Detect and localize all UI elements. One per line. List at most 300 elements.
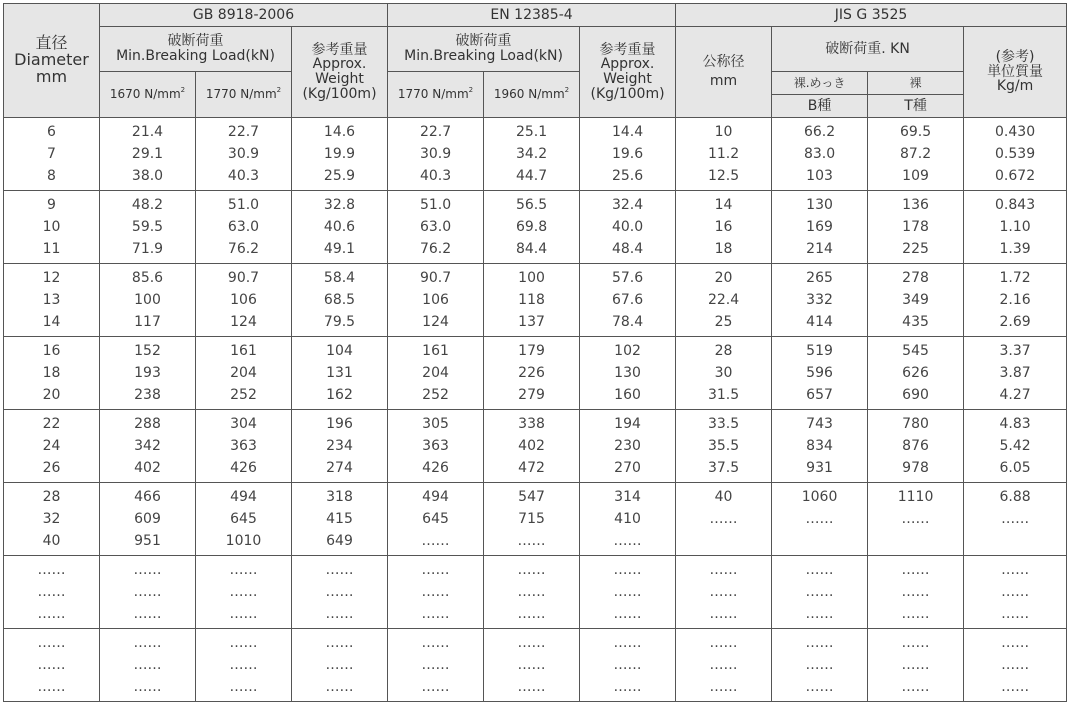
table-cell: 876 — [868, 435, 964, 457]
table-cell: 30.9 — [196, 143, 292, 165]
table-cell: 25 — [676, 311, 772, 337]
table-cell: 252 — [388, 384, 484, 410]
table-cell: 162 — [292, 384, 388, 410]
table-cell: 100 — [100, 289, 196, 311]
table-cell: 472 — [484, 457, 580, 483]
table-cell: 332 — [772, 289, 868, 311]
table-cell: 51.0 — [388, 191, 484, 217]
table-cell: 338 — [484, 410, 580, 436]
table-cell: 426 — [388, 457, 484, 483]
table-cell: 234 — [292, 435, 388, 457]
table-cell: 10 — [676, 118, 772, 144]
table-cell: 78.4 — [580, 311, 676, 337]
table-cell: 124 — [196, 311, 292, 337]
table-cell: …… — [388, 603, 484, 629]
table-cell: 951 — [100, 530, 196, 556]
table-cell: …… — [772, 581, 868, 603]
jis-breaking-header: 破断荷重. KN — [772, 27, 964, 72]
table-cell: 545 — [868, 337, 964, 363]
table-cell: 76.2 — [196, 238, 292, 264]
table-cell: 342 — [100, 435, 196, 457]
table-cell: …… — [4, 676, 100, 702]
table-cell: …… — [196, 654, 292, 676]
table-cell: 252 — [196, 384, 292, 410]
table-cell: 16 — [676, 216, 772, 238]
table-cell: 22.4 — [676, 289, 772, 311]
table-cell: …… — [4, 603, 100, 629]
table-cell: 1.39 — [964, 238, 1067, 264]
table-cell: 19.6 — [580, 143, 676, 165]
table-cell: …… — [964, 581, 1067, 603]
table-cell: …… — [964, 629, 1067, 655]
table-cell: 649 — [292, 530, 388, 556]
table-cell: 48.4 — [580, 238, 676, 264]
table-cell: 204 — [388, 362, 484, 384]
table-cell: 68.5 — [292, 289, 388, 311]
gb-breaking-load-header: 破断荷重 Min.Breaking Load(kN) — [100, 27, 292, 72]
table-cell: …… — [868, 654, 964, 676]
table-row — [4, 603, 1067, 629]
table-cell: …… — [772, 629, 868, 655]
table-cell: 66.2 — [772, 118, 868, 144]
diameter-header: 直径 Diameter mm — [4, 4, 100, 118]
table-cell: …… — [292, 603, 388, 629]
table-cell: 4.83 — [964, 410, 1067, 436]
table-cell: 426 — [196, 457, 292, 483]
table-cell: 3.37 — [964, 337, 1067, 363]
table-row — [4, 410, 1067, 436]
table-cell: 402 — [100, 457, 196, 483]
table-cell — [964, 530, 1067, 556]
table-cell: 40 — [676, 483, 772, 509]
table-cell: …… — [580, 556, 676, 582]
table-cell: …… — [964, 676, 1067, 702]
table-cell: 76.2 — [388, 238, 484, 264]
table-cell: 12.5 — [676, 165, 772, 191]
table-cell: …… — [772, 508, 868, 530]
table-cell: …… — [676, 581, 772, 603]
table-cell: 161 — [388, 337, 484, 363]
table-cell: 169 — [772, 216, 868, 238]
gb-weight-header: 参考重量 Approx. Weight (Kg/100m) — [292, 27, 388, 118]
table-row — [4, 165, 1067, 191]
table-cell: 87.2 — [868, 143, 964, 165]
table-cell: …… — [196, 603, 292, 629]
table-cell: 596 — [772, 362, 868, 384]
table-cell: 22 — [4, 410, 100, 436]
table-cell: …… — [772, 556, 868, 582]
table-row — [4, 530, 1067, 556]
table-cell: 0.843 — [964, 191, 1067, 217]
jis-standard-header: JIS G 3525 — [676, 4, 1067, 27]
en-standard-header: EN 12385-4 — [388, 4, 676, 27]
table-cell: 179 — [484, 337, 580, 363]
table-cell: 780 — [868, 410, 964, 436]
table-cell: 32 — [4, 508, 100, 530]
table-cell: 0.539 — [964, 143, 1067, 165]
table-cell — [772, 530, 868, 556]
table-cell: 274 — [292, 457, 388, 483]
table-cell: 79.5 — [292, 311, 388, 337]
table-cell: 106 — [388, 289, 484, 311]
table-cell: 16 — [4, 337, 100, 363]
table-cell: 363 — [388, 435, 484, 457]
table-cell: 9 — [4, 191, 100, 217]
table-cell: …… — [100, 556, 196, 582]
table-row — [4, 629, 1067, 655]
table-cell: 547 — [484, 483, 580, 509]
table-cell: …… — [484, 629, 580, 655]
table-cell: 978 — [868, 457, 964, 483]
table-cell: 44.7 — [484, 165, 580, 191]
table-cell: …… — [4, 556, 100, 582]
table-cell: 28 — [676, 337, 772, 363]
table-cell: …… — [484, 556, 580, 582]
table-cell: 11.2 — [676, 143, 772, 165]
table-cell: …… — [964, 654, 1067, 676]
table-cell: 33.5 — [676, 410, 772, 436]
table-cell: 38.0 — [100, 165, 196, 191]
table-row — [4, 457, 1067, 483]
table-cell: 20 — [676, 264, 772, 290]
table-cell: 435 — [868, 311, 964, 337]
table-row — [4, 289, 1067, 311]
table-cell: 37.5 — [676, 457, 772, 483]
table-cell: 102 — [580, 337, 676, 363]
table-cell: 25.1 — [484, 118, 580, 144]
table-cell: 84.4 — [484, 238, 580, 264]
table-cell: 0.430 — [964, 118, 1067, 144]
table-cell: 410 — [580, 508, 676, 530]
table-cell: 67.6 — [580, 289, 676, 311]
table-cell: …… — [4, 629, 100, 655]
table-cell: …… — [388, 629, 484, 655]
table-cell: 26 — [4, 457, 100, 483]
table-cell: 152 — [100, 337, 196, 363]
table-cell: …… — [676, 556, 772, 582]
table-cell: 83.0 — [772, 143, 868, 165]
table-cell: 28 — [4, 483, 100, 509]
en-weight-header: 参考重量 Approx. Weight (Kg/100m) — [580, 27, 676, 118]
table-cell: …… — [292, 676, 388, 702]
table-cell: …… — [868, 556, 964, 582]
table-cell: …… — [484, 530, 580, 556]
table-cell: 59.5 — [100, 216, 196, 238]
table-cell: …… — [388, 530, 484, 556]
table-cell: 20 — [4, 384, 100, 410]
table-cell: 314 — [580, 483, 676, 509]
table-cell: …… — [580, 629, 676, 655]
table-cell: 178 — [868, 216, 964, 238]
table-cell: 6.05 — [964, 457, 1067, 483]
table-row — [4, 483, 1067, 509]
table-cell: 136 — [868, 191, 964, 217]
table-cell: 2.16 — [964, 289, 1067, 311]
table-cell: …… — [196, 676, 292, 702]
table-cell: …… — [868, 676, 964, 702]
table-cell: 690 — [868, 384, 964, 410]
wire-rope-spec-table — [3, 3, 1067, 702]
table-cell: …… — [4, 654, 100, 676]
table-cell: 34.2 — [484, 143, 580, 165]
table-cell: 40.0 — [580, 216, 676, 238]
table-cell: …… — [580, 530, 676, 556]
table-cell: 10 — [4, 216, 100, 238]
table-cell: 90.7 — [196, 264, 292, 290]
table-cell: …… — [964, 603, 1067, 629]
table-cell: 1110 — [868, 483, 964, 509]
table-cell: 6.88 — [964, 483, 1067, 509]
table-cell — [676, 530, 772, 556]
table-cell: 104 — [292, 337, 388, 363]
table-row — [4, 435, 1067, 457]
table-cell: …… — [100, 676, 196, 702]
table-cell: 288 — [100, 410, 196, 436]
table-cell: 494 — [196, 483, 292, 509]
table-cell: 626 — [868, 362, 964, 384]
table-cell: 40 — [4, 530, 100, 556]
table-cell: 715 — [484, 508, 580, 530]
table-cell: 1060 — [772, 483, 868, 509]
table-cell: 30 — [676, 362, 772, 384]
table-cell: …… — [100, 603, 196, 629]
table-cell: 100 — [484, 264, 580, 290]
table-cell: 931 — [772, 457, 868, 483]
table-cell: 35.5 — [676, 435, 772, 457]
table-cell: 29.1 — [100, 143, 196, 165]
table-cell: …… — [580, 603, 676, 629]
table-cell: 13 — [4, 289, 100, 311]
table-cell: 415 — [292, 508, 388, 530]
table-cell — [868, 530, 964, 556]
table-cell: 363 — [196, 435, 292, 457]
table-cell: 214 — [772, 238, 868, 264]
table-cell: 1.10 — [964, 216, 1067, 238]
table-cell: …… — [484, 581, 580, 603]
table-cell: 0.672 — [964, 165, 1067, 191]
table-cell: 69.5 — [868, 118, 964, 144]
table-row — [4, 216, 1067, 238]
table-cell: 305 — [388, 410, 484, 436]
table-cell: …… — [964, 508, 1067, 530]
table-cell: 834 — [772, 435, 868, 457]
gb-standard-header: GB 8918-2006 — [100, 4, 388, 27]
table-cell: 137 — [484, 311, 580, 337]
table-cell: 3.87 — [964, 362, 1067, 384]
table-cell: …… — [676, 676, 772, 702]
table-cell: 31.5 — [676, 384, 772, 410]
table-cell: 21.4 — [100, 118, 196, 144]
table-cell: 8 — [4, 165, 100, 191]
table-cell: …… — [868, 508, 964, 530]
table-cell: 196 — [292, 410, 388, 436]
table-cell: 69.8 — [484, 216, 580, 238]
table-cell: 645 — [196, 508, 292, 530]
table-cell: 71.9 — [100, 238, 196, 264]
table-cell: 193 — [100, 362, 196, 384]
table-cell: 204 — [196, 362, 292, 384]
table-cell: 414 — [772, 311, 868, 337]
table-cell: 24 — [4, 435, 100, 457]
table-cell: 130 — [772, 191, 868, 217]
table-cell: 106 — [196, 289, 292, 311]
table-cell: 103 — [772, 165, 868, 191]
table-cell: 14 — [4, 311, 100, 337]
table-cell: …… — [868, 629, 964, 655]
table-cell: …… — [964, 556, 1067, 582]
table-cell: 1.72 — [964, 264, 1067, 290]
table-cell: 12 — [4, 264, 100, 290]
table-cell: 4.27 — [964, 384, 1067, 410]
table-row — [4, 581, 1067, 603]
table-row — [4, 337, 1067, 363]
table-cell: 130 — [580, 362, 676, 384]
table-row — [4, 238, 1067, 264]
table-cell: …… — [388, 581, 484, 603]
table-cell: 519 — [772, 337, 868, 363]
table-cell: 22.7 — [196, 118, 292, 144]
table-cell: …… — [580, 676, 676, 702]
table-cell: …… — [292, 629, 388, 655]
table-cell: …… — [484, 654, 580, 676]
table-cell: 49.1 — [292, 238, 388, 264]
table-cell: …… — [196, 581, 292, 603]
table-cell: 90.7 — [388, 264, 484, 290]
table-cell: …… — [100, 581, 196, 603]
table-cell: …… — [868, 603, 964, 629]
table-cell: 5.42 — [964, 435, 1067, 457]
table-cell: 40.3 — [388, 165, 484, 191]
table-cell: 58.4 — [292, 264, 388, 290]
table-cell: 349 — [868, 289, 964, 311]
table-cell: 14 — [676, 191, 772, 217]
table-cell: 609 — [100, 508, 196, 530]
table-cell: 2.69 — [964, 311, 1067, 337]
table-cell: 657 — [772, 384, 868, 410]
table-cell: …… — [4, 581, 100, 603]
table-cell: 118 — [484, 289, 580, 311]
table-row — [4, 143, 1067, 165]
table-cell: 32.8 — [292, 191, 388, 217]
table-cell: 117 — [100, 311, 196, 337]
jis-mass-header: (参考) 単位質量 Kg/m — [964, 27, 1067, 118]
table-cell: …… — [772, 603, 868, 629]
table-cell: 48.2 — [100, 191, 196, 217]
table-cell: 14.4 — [580, 118, 676, 144]
table-row — [4, 311, 1067, 337]
table-row — [4, 654, 1067, 676]
table-cell: …… — [292, 654, 388, 676]
table-cell: …… — [676, 654, 772, 676]
table-cell: …… — [388, 556, 484, 582]
table-cell: 22.7 — [388, 118, 484, 144]
table-cell: 56.5 — [484, 191, 580, 217]
table-cell: …… — [868, 581, 964, 603]
table-cell: 230 — [580, 435, 676, 457]
table-cell: 25.9 — [292, 165, 388, 191]
table-cell: …… — [484, 676, 580, 702]
table-cell: …… — [772, 654, 868, 676]
table-cell: 85.6 — [100, 264, 196, 290]
table-cell: 226 — [484, 362, 580, 384]
table-cell: 318 — [292, 483, 388, 509]
table-cell: 14.6 — [292, 118, 388, 144]
grade-1770-header: 1770 $N/mm^2$ — [388, 72, 484, 118]
table-cell: …… — [580, 581, 676, 603]
table-cell: 57.6 — [580, 264, 676, 290]
table-cell: …… — [292, 556, 388, 582]
table-row — [4, 508, 1067, 530]
table-cell: …… — [580, 654, 676, 676]
table-cell: 51.0 — [196, 191, 292, 217]
table-cell: 225 — [868, 238, 964, 264]
en-breaking-load-header: 破断荷重 Min.Breaking Load(kN) — [388, 27, 580, 72]
table-cell: 194 — [580, 410, 676, 436]
table-cell: …… — [388, 676, 484, 702]
grade-1960-header: 1960 $N/mm^2$ — [484, 72, 580, 118]
jis-diameter-header: 公称径 mm — [676, 27, 772, 118]
table-cell: …… — [676, 629, 772, 655]
table-cell: 160 — [580, 384, 676, 410]
table-row — [4, 556, 1067, 582]
table-cell: 109 — [868, 165, 964, 191]
table-body — [4, 118, 1067, 702]
table-row — [4, 118, 1067, 144]
table-row — [4, 191, 1067, 217]
table-cell: 18 — [4, 362, 100, 384]
table-cell: …… — [484, 603, 580, 629]
table-cell: 124 — [388, 311, 484, 337]
table-cell: 19.9 — [292, 143, 388, 165]
jis-plated-header: 裸.めっき B種 — [772, 72, 868, 118]
table-cell: 238 — [100, 384, 196, 410]
table-cell: 40.6 — [292, 216, 388, 238]
table-cell: 32.4 — [580, 191, 676, 217]
table-cell: 131 — [292, 362, 388, 384]
table-cell: 63.0 — [388, 216, 484, 238]
table-cell: 270 — [580, 457, 676, 483]
table-cell: 18 — [676, 238, 772, 264]
table-cell: …… — [292, 581, 388, 603]
grade-1770-header: 1770 $N/mm^2$ — [196, 72, 292, 118]
table-cell: …… — [676, 508, 772, 530]
table-cell: 279 — [484, 384, 580, 410]
table-cell: 30.9 — [388, 143, 484, 165]
table-cell: 25.6 — [580, 165, 676, 191]
table-cell: 304 — [196, 410, 292, 436]
table-cell: 402 — [484, 435, 580, 457]
table-cell: …… — [388, 654, 484, 676]
table-cell: …… — [196, 556, 292, 582]
table-cell: …… — [196, 629, 292, 655]
table-cell: 11 — [4, 238, 100, 264]
table-cell: 7 — [4, 143, 100, 165]
table-cell: …… — [100, 629, 196, 655]
table-cell: 494 — [388, 483, 484, 509]
jis-bare-header: 裸 T種 — [868, 72, 964, 118]
table-cell: 1010 — [196, 530, 292, 556]
table-row — [4, 264, 1067, 290]
table-cell: 278 — [868, 264, 964, 290]
table-cell: 645 — [388, 508, 484, 530]
table-cell: 63.0 — [196, 216, 292, 238]
table-cell: 743 — [772, 410, 868, 436]
table-row — [4, 384, 1067, 410]
table-row — [4, 362, 1067, 384]
grade-1670-header: 1670 $N/mm^2$ — [100, 72, 196, 118]
table-cell: …… — [676, 603, 772, 629]
table-cell: 265 — [772, 264, 868, 290]
